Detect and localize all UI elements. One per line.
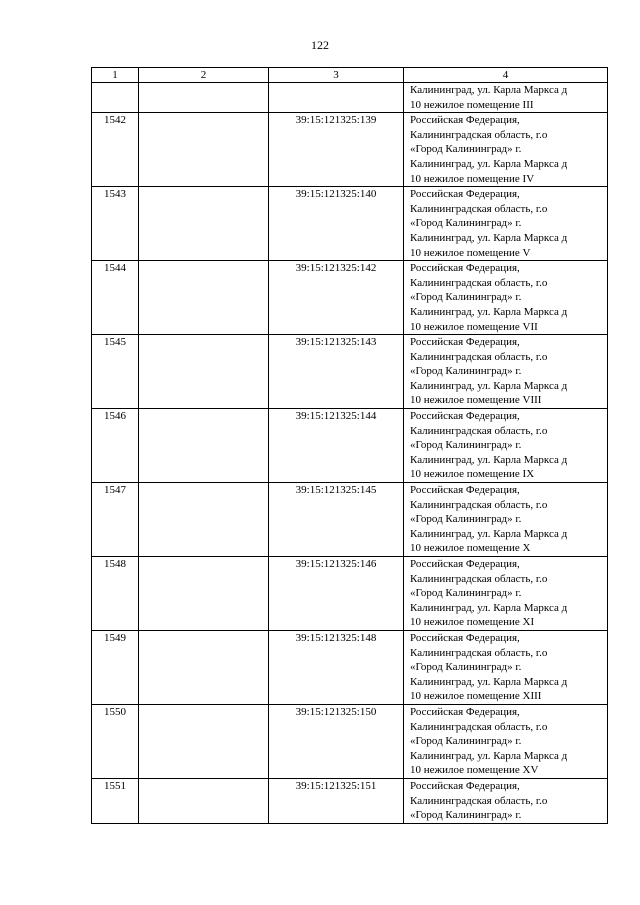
row-number-cell: 1542 [92, 113, 139, 187]
address-line: 10 нежилое помещение VIII [410, 394, 542, 407]
cadastral-number-cell: 39:15:121325:143 [269, 335, 404, 409]
address-line: Калининградская область, г.о [410, 424, 548, 437]
address-line: Калининградская область, г.о [410, 276, 548, 289]
address-line: Российская Федерация, [410, 410, 520, 423]
address-line: Калининградская область, г.о [410, 720, 548, 733]
address-line: 10 нежилое помещение VII [410, 320, 538, 333]
address-line: Российская Федерация, [410, 336, 520, 349]
address-line: «Город Калининград» г. [410, 439, 522, 452]
address-line: Российская Федерация, [410, 558, 520, 570]
cadastral-number-cell: 39:15:121325:145 [269, 483, 404, 557]
cadastral-number-cell: 39:15:121325:139 [269, 113, 404, 187]
address-line: Калининград, ул. Карла Маркса д [410, 84, 568, 96]
address-line: «Город Калининград» г. [410, 661, 522, 674]
address-line: Российская Федерация, [410, 484, 520, 497]
table-row [92, 557, 608, 631]
address-line: Калининград, ул. Карла Маркса д [410, 675, 568, 688]
address-cell [404, 187, 608, 261]
col2-cell [139, 704, 269, 778]
address-line: Калининградская область, г.о [410, 572, 548, 585]
table-header-row [92, 68, 608, 83]
cadastral-number-cell: 39:15:121325:146 [269, 557, 404, 631]
row-number-cell: 1545 [92, 335, 139, 409]
row-number-cell: 1550 [92, 704, 139, 778]
address-line: Российская Федерация, [410, 262, 520, 275]
cadastral-number-cell: 39:15:121325:144 [269, 409, 404, 483]
table-row [92, 778, 608, 823]
row-number-cell: 1547 [92, 483, 139, 557]
col2-cell [139, 778, 269, 823]
address-line: 10 нежилое помещение X [410, 542, 531, 555]
col2-cell [139, 630, 269, 704]
address-line: 10 нежилое помещение III [410, 98, 534, 111]
page-number: 122 [311, 38, 329, 52]
row-number-cell: 1543 [92, 187, 139, 261]
address-cell [404, 557, 608, 631]
address-line: 10 нежилое помещение IV [410, 172, 535, 185]
address-line: Калининградская область, г.о [410, 498, 548, 511]
address-line: «Город Калининград» г. [410, 291, 522, 304]
row-number-cell: 1548 [92, 557, 139, 631]
col2-cell [139, 187, 269, 261]
col2-cell [139, 113, 269, 187]
row-number-cell: 1546 [92, 409, 139, 483]
col2-cell [139, 83, 269, 113]
address-cell [404, 261, 608, 335]
row-number-cell: 1544 [92, 261, 139, 335]
table-row [92, 409, 608, 483]
address-line: «Город Калининград» г. [410, 809, 522, 822]
address-cell [404, 483, 608, 557]
address-line: Калининград, ул. Карла Маркса д [410, 527, 568, 540]
table-row [92, 113, 608, 187]
col2-cell [139, 483, 269, 557]
address-cell [404, 83, 608, 113]
table-row [92, 187, 608, 261]
cadastral-number-cell: 39:15:121325:150 [269, 704, 404, 778]
address-line: «Город Калининград» г. [410, 513, 522, 526]
row-number-cell: 1551 [92, 778, 139, 823]
address-cell [404, 335, 608, 409]
address-line: Калининград, ул. Карла Маркса д [410, 749, 568, 762]
cadastral-number-cell: 39:15:121325:142 [269, 261, 404, 335]
address-line: 10 нежилое помещение XIII [410, 690, 542, 703]
cadastral-number-cell: 39:15:121325:148 [269, 630, 404, 704]
address-line: Калининград, ул. Карла Маркса д [410, 157, 568, 170]
address-line: Российская Федерация, [410, 631, 520, 644]
address-line: 10 нежилое помещение V [410, 246, 531, 259]
address-line: Калининград, ул. Карла Маркса д [410, 231, 568, 244]
address-line: Калининград, ул. Карла Маркса д [410, 305, 568, 318]
address-line: Калининград, ул. Карла Маркса д [410, 601, 568, 614]
col2-cell [139, 557, 269, 631]
table-row [92, 630, 608, 704]
address-cell [404, 704, 608, 778]
column-header-2: 2 [139, 68, 269, 83]
address-line: Российская Федерация, [410, 188, 520, 201]
address-line: Калининград, ул. Карла Маркса д [410, 379, 568, 392]
address-line: 10 нежилое помещение XI [410, 616, 535, 629]
address-line: Калининградская область, г.о [410, 794, 548, 807]
cadastral-number-cell [269, 83, 404, 113]
registry-table-body [92, 68, 608, 824]
cadastral-number-cell: 39:15:121325:151 [269, 778, 404, 823]
cadastral-number-cell: 39:15:121325:140 [269, 187, 404, 261]
col2-cell [139, 409, 269, 483]
address-line: Калининградская область, г.о [410, 350, 548, 363]
col2-cell [139, 335, 269, 409]
address-line: Российская Федерация, [410, 779, 520, 792]
column-header-3: 3 [269, 68, 404, 83]
continuation-row [92, 83, 608, 113]
row-number-cell: 1549 [92, 630, 139, 704]
column-header-4: 4 [404, 68, 608, 83]
registry-table [91, 67, 608, 824]
address-line: Калининградская область, г.о [410, 202, 548, 215]
col2-cell [139, 261, 269, 335]
table-row [92, 483, 608, 557]
address-line: 10 нежилое помещение IX [410, 468, 535, 481]
address-cell [404, 630, 608, 704]
table-row [92, 704, 608, 778]
table-row [92, 261, 608, 335]
address-line: Калининградская область, г.о [410, 128, 548, 141]
address-line: Калининград, ул. Карла Маркса д [410, 453, 568, 466]
address-cell [404, 409, 608, 483]
address-line: «Город Калининград» г. [410, 217, 522, 230]
address-line: «Город Калининград» г. [410, 143, 522, 156]
row-number-cell [92, 83, 139, 113]
address-line: Российская Федерация, [410, 114, 520, 127]
table-row [92, 335, 608, 409]
address-cell [404, 778, 608, 823]
address-cell [404, 113, 608, 187]
address-line: «Город Калининград» г. [410, 365, 522, 378]
column-header-1: 1 [92, 68, 139, 83]
address-line: «Город Калининград» г. [410, 735, 522, 748]
address-line: Калининградская область, г.о [410, 646, 548, 659]
address-line: Российская Федерация, [410, 705, 520, 718]
address-line: «Город Калининград» г. [410, 587, 522, 600]
address-line: 10 нежилое помещение XV [410, 764, 539, 777]
